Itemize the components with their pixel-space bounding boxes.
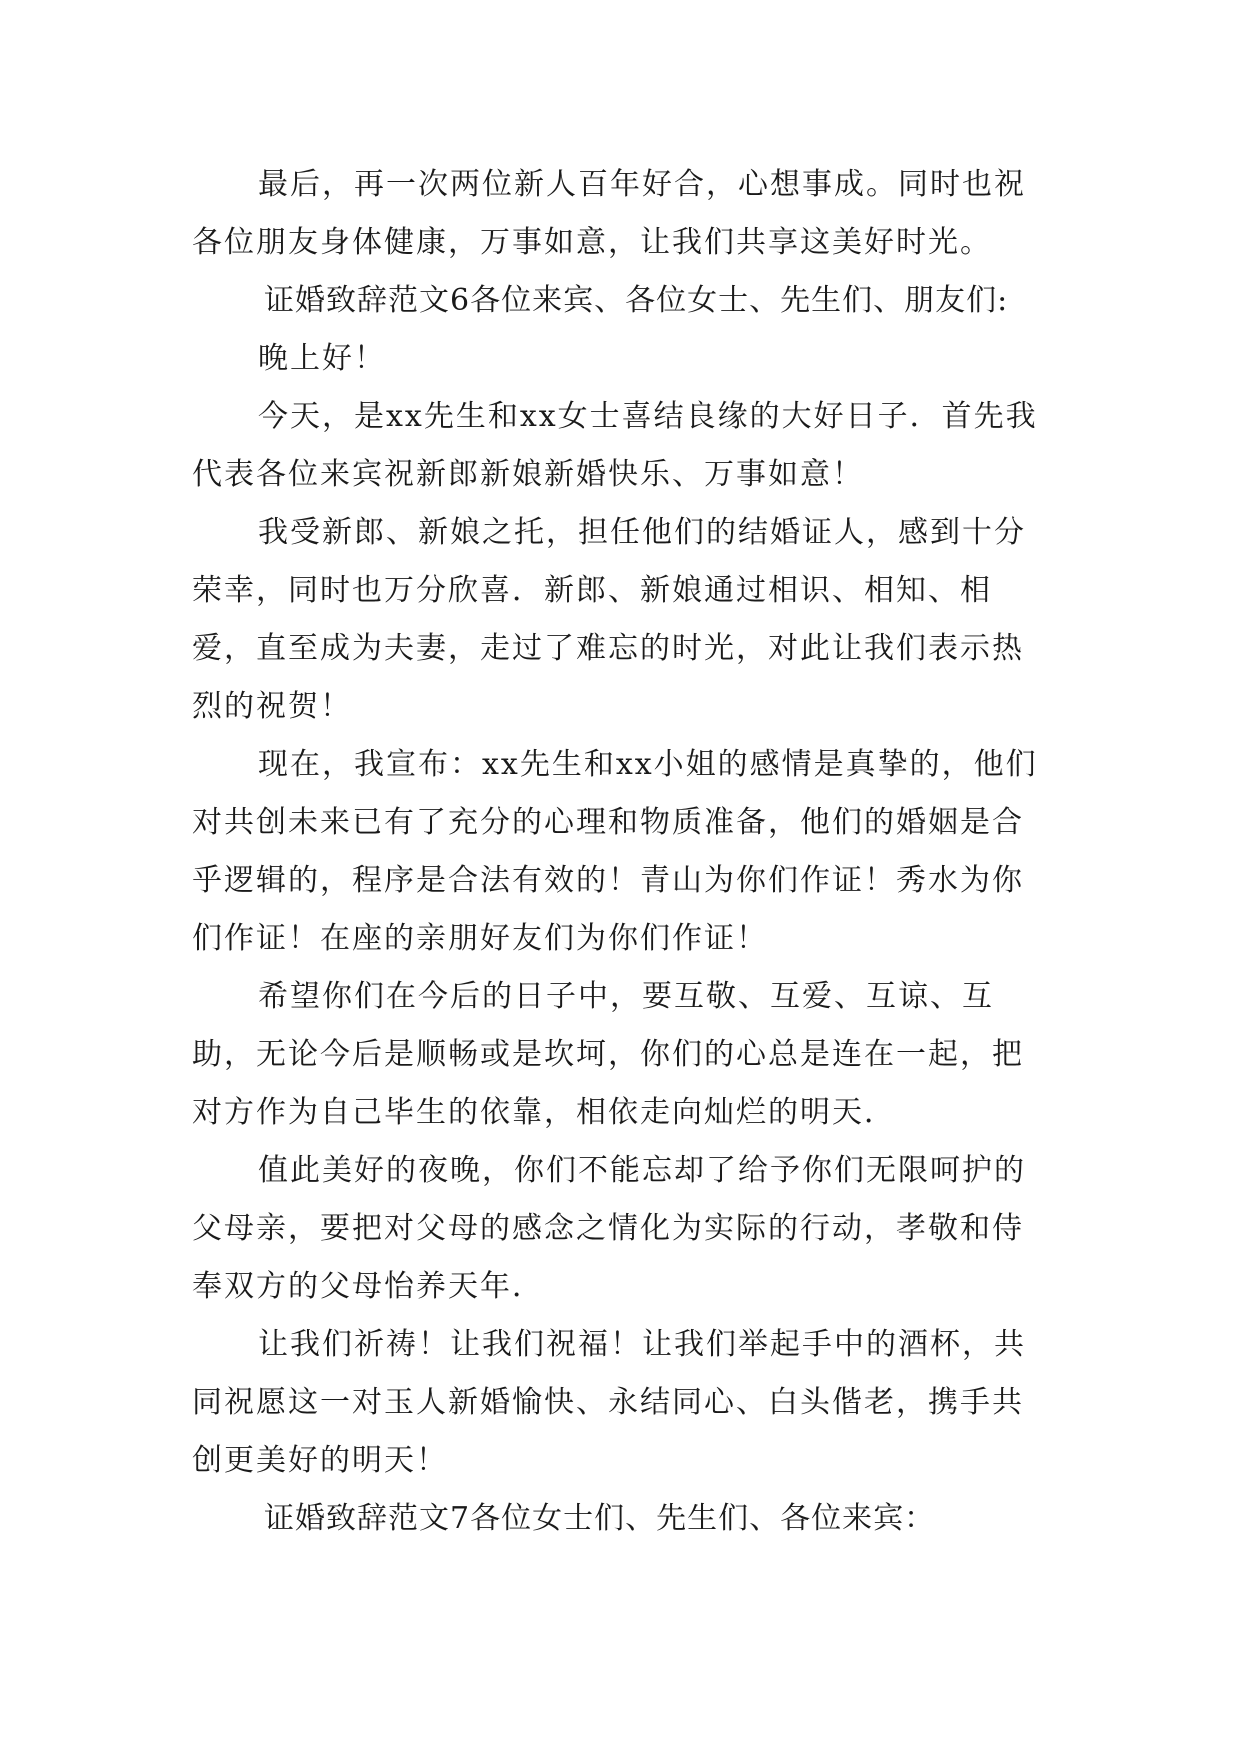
closing-paragraph: 最后，再一次两位新人百年好合，心想事成。同时也祝各位朋友身体健康，万事如意，让我们共享这美好时光。 [192,167,1026,260]
parents-paragraph: 值此美好的夜晚，你们不能忘却了给予你们无限呵护的父母亲，要把对父母的感念之情化为实际的行动，孝敬和侍奉双方的父母怡养天年． [192,1153,1026,1304]
witness-paragraph: 我受新郎、新娘之托，担任他们的结婚证人，感到十分荣幸，同时也万分欣喜．新郎、新娘通过相识、相知、相爱，直至成为夫妻，走过了难忘的时光，对此让我们表示热烈的祝贺！ [192,515,1026,724]
document-body [192,156,1050,1548]
section-heading-6: 证婚致辞范文6各位来宾、各位女士、先生们、朋友们: [264,283,1009,318]
greeting-paragraph: 晚上好！ [258,341,386,376]
wishes-paragraph: 希望你们在今后的日子中，要互敬、互爱、互谅、互助，无论今后是顺畅或是坎坷，你们的心总是连在一起，把对方作为自己毕生的依靠，相依走向灿烂的明天． [192,979,1024,1130]
toast-paragraph: 让我们祈祷！让我们祝福！让我们举起手中的酒杯，共同祝愿这一对玉人新婚愉快、永结同心、白头偕老，携手共创更美好的明天！ [192,1327,1026,1478]
section-heading-7: 证婚致辞范文7各位女士们、先生们、各位来宾： [264,1501,936,1536]
announcement-paragraph: 现在，我宣布：xx先生和xx小姐的感情是真挚的，他们对共创未来已有了充分的心理和物质准备，他们的婚姻是合乎逻辑的，程序是合法有效的！青山为你们作证！秀水为你们作证！在座的亲朋好友们为你们作证！ [192,747,1038,956]
opening-paragraph: 今天，是xx先生和xx女士喜结良缘的大好日子．首先我代表各位来宾祝新郎新娘新婚快乐、万事如意！ [192,399,1038,492]
